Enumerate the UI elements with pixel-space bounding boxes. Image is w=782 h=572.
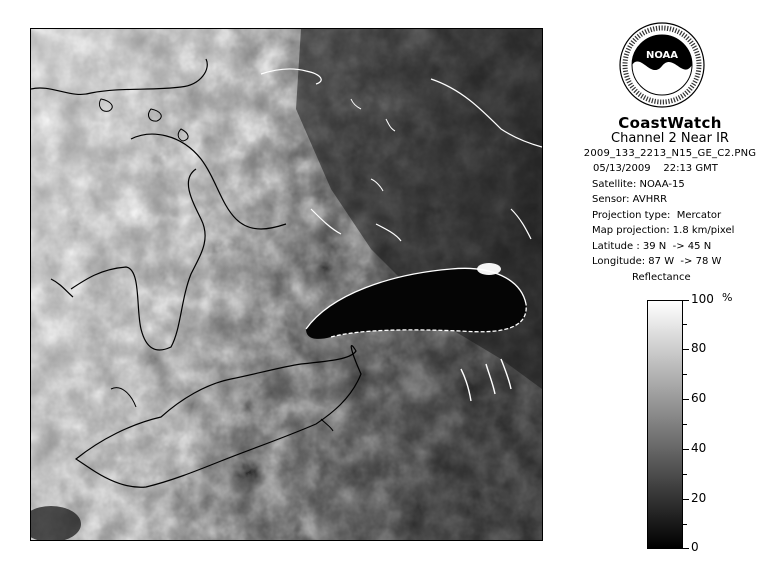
- scale-tick-label: 80: [691, 341, 707, 355]
- app-title: CoastWatch: [618, 114, 722, 132]
- scale-minor-tick: [683, 324, 687, 325]
- scale-minor-tick: [683, 374, 687, 375]
- reflectance-color-bar: [647, 300, 683, 549]
- scale-tick: [683, 349, 689, 350]
- scale-tick-label: 60: [691, 391, 707, 405]
- channel-label: Channel 2 Near IR: [611, 131, 729, 146]
- date-time: 05/13/2009 22:13 GMT: [593, 163, 718, 174]
- info-panel: [560, 112, 780, 270]
- scale-tick: [683, 449, 689, 450]
- scale-tick: [683, 300, 689, 301]
- scale-tick-label: 0: [691, 540, 699, 554]
- scale-minor-tick: [683, 424, 687, 425]
- scale-tick: [683, 499, 689, 500]
- latitude-range: Latitude : 39 N -> 45 N: [592, 240, 712, 252]
- satellite-image-map: [30, 28, 543, 541]
- scale-unit: %: [722, 291, 733, 304]
- noaa-logo: [619, 22, 705, 108]
- projection-type: Projection type: Mercator: [592, 209, 722, 221]
- map-svg: [31, 29, 542, 540]
- scale-label: Reflectance: [632, 272, 691, 283]
- satellite: Satellite: NOAA-15: [592, 178, 685, 190]
- scale-tick-label: 40: [691, 441, 707, 455]
- scale-minor-tick: [683, 524, 687, 525]
- scale-tick-label: 20: [691, 491, 707, 505]
- map-projection: Map projection: 1.8 km/pixel: [592, 225, 735, 236]
- scale-tick: [683, 548, 689, 549]
- scale-tick-label: 100: [691, 292, 714, 306]
- filename: 2009_133_2213_N15_GE_C2.PNG: [583, 148, 757, 159]
- logo-text: NOAA: [645, 50, 679, 61]
- longitude-range: Longitude: 87 W -> 78 W: [592, 256, 722, 267]
- scale-minor-tick: [683, 474, 687, 475]
- scale-tick: [683, 399, 689, 400]
- sensor: Sensor: AVHRR: [592, 194, 668, 205]
